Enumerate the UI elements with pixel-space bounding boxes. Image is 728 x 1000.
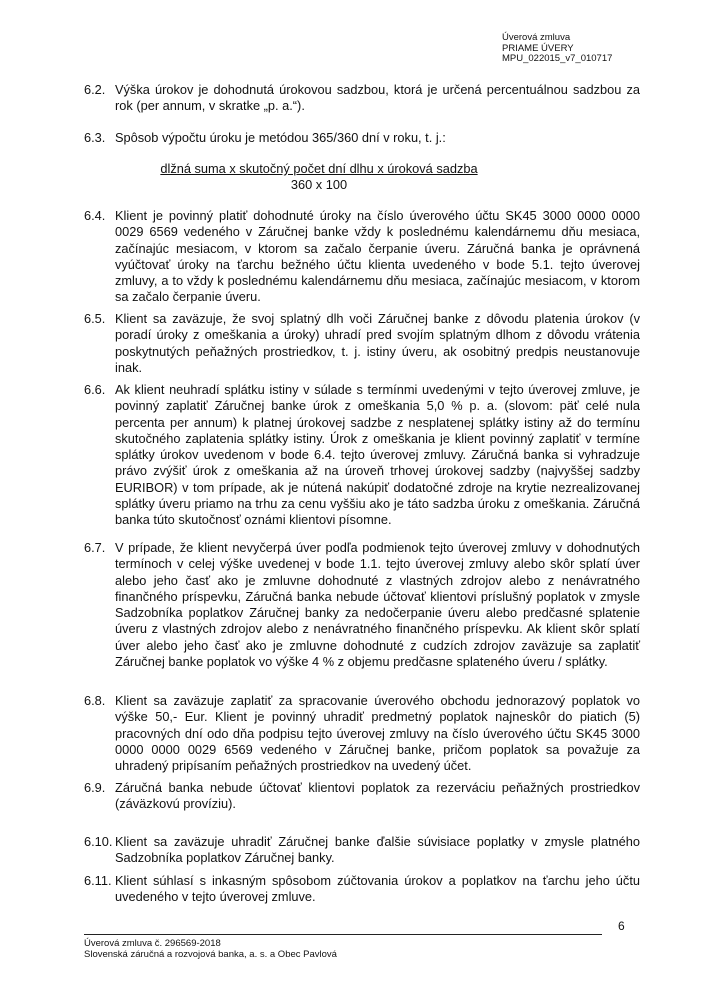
clause-text: Klient je povinný platiť dohodnuté úroky na číslo úverového účtu SK45 3000 0000 0000 0029 6569 vedeného v Záručnej banke vždy k poslednému kalendárnemu dňu mesiaca, začínajúc mesiacom, v ktorom sa začalo čerpanie úveru. Záručná banka je oprávnená vyúčtovať úroky na ťarchu bežného účtu klienta uvedeného v bode 5.1. tejto úverovej zmluvy, a to vždy k poslednému kalendárnemu dňu mesiaca, začínajúc mesiacom, v ktorom sa začalo čerpanie úveru.	[115, 208, 640, 305]
clause-number: 6.5.	[84, 311, 106, 326]
document-header	[502, 33, 612, 65]
page-number: 6	[618, 919, 625, 933]
clause-number: 6.10.	[84, 834, 113, 849]
clause-text: Klient sa zaväzuje zaplatiť za spracovanie úverového obchodu jednorazový poplatok vo výške 50,- Eur. Klient je povinný uhradiť predmetný poplatok najneskôr do piatich (5) pracovných dní odo dňa podpisu tejto úverovej zmluvy na číslo úverového účtu SK45 3000 0000 0000 0029 6569 vedeného v Záručnej banke, pričom poplatok sa považuje za uhradený pripísaním peňažných prostriedkov na uvedený účet.	[115, 693, 640, 774]
formula-numerator: dlžná suma x skutočný počet dní dlhu x úroková sadzba	[160, 161, 478, 176]
document-footer	[84, 938, 337, 960]
clause-6-8	[84, 693, 640, 774]
footer-parties: Slovenská záručná a rozvojová banka, a. s. a Obec Pavlová	[84, 949, 337, 960]
header-product: PRIAME ÚVERY	[502, 42, 574, 54]
clause-text: Výška úrokov je dohodnutá úrokovou sadzbou, ktorá je určená percentuálnou sadzbou za rok (per annum, v skratke „p. a.“).	[115, 82, 640, 114]
clause-text: Ak klient neuhradí splátku istiny v súlade s termínmi uvedenými v tejto úverovej zmluve, je povinný zaplatiť Záručnej banke úrok z omeškania 5,0 % p. a. (slovom: päť celé nula percenta per annum) k platnej úrokovej sadzbe z nesplatenej splátky istiny až do termínu skutočného zaplatenia splátky istiny. Úrok z omeškania je klient povinný zaplatiť v termíne splátky úrokov uvedenom v bode 6.4. tejto úverovej zmluvy. Záručná banka si vyhradzuje právo zvýšiť úrok z omeškania až na úroveň trhovej úrokovej sadzby (najvyššej sadzby EURIBOR) v tom prípade, ak je nútená nakúpiť dodatočné zdroje na krytie nezrealizovanej splátky úveru priamo na trhu za cenu vyššiu ako je táto sadzba úroku z omeškania. Záručná banka túto skutočnosť oznámi klientovi písomne.	[115, 382, 640, 528]
clause-6-6	[84, 382, 640, 529]
clause-text: Klient súhlasí s inkasným spôsobom zúčtovania úrokov a poplatkov na ťarchu jeho účtu uvedeného v tejto úverovej zmluve.	[115, 873, 640, 905]
clause-number: 6.2.	[84, 82, 106, 97]
clause-text: Spôsob výpočtu úroku je metódou 365/360 dní v roku, t. j.:	[115, 130, 446, 145]
formula-denominator: 360 x 100	[290, 177, 348, 193]
clause-6-10	[84, 834, 640, 867]
clause-6-3	[84, 130, 640, 146]
clause-text: Záručná banka nebude účtovať klientovi poplatok za rezerváciu peňažných prostriedkov (záväzkovú províziu).	[115, 780, 640, 812]
footer-divider	[84, 934, 602, 935]
clause-number: 6.4.	[84, 208, 106, 223]
interest-formula	[148, 161, 490, 194]
footer-contract-number: Úverová zmluva č. 296569-2018	[84, 938, 221, 949]
clause-6-2	[84, 82, 640, 115]
clause-number: 6.8.	[84, 693, 106, 708]
clause-number: 6.7.	[84, 540, 106, 555]
clause-6-11	[84, 873, 640, 906]
clause-6-5	[84, 311, 640, 376]
clause-text: Klient sa zaväzuje, že svoj splatný dlh voči Záručnej banke z dôvodu platenia úrokov (v poradí úroky z omeškania a úroky) uhradí pred svojím splatným dlhom z dôvodu vrátenia poskytnutých peňažných prostriedkov, t. j. istiny úveru, ak osobitný predpis neustanovuje inak.	[115, 311, 640, 375]
clause-text: Klient sa zaväzuje uhradiť Záručnej banke ďalšie súvisiace poplatky v zmysle platného Sadzobníka poplatkov Záručnej banky.	[115, 834, 640, 866]
clause-6-9	[84, 780, 640, 813]
clause-number: 6.11.	[84, 873, 112, 888]
clause-6-4	[84, 208, 640, 306]
clause-number: 6.9.	[84, 780, 106, 795]
clause-text: V prípade, že klient nevyčerpá úver podľa podmienok tejto úverovej zmluvy v dohodnutých termínoch v celej výške uvedenej v bode 1.1. tejto úverovej zmluvy alebo skôr splatí úver alebo jeho časť ako je zmluvne dohodnuté z vlastných zdrojov alebo z nenávratného finančného príspevku, Záručná banka nebude účtovať klientovi príslušný poplatok v zmysle Sadzobníka poplatkov Záručnej banky za nedočerpanie úveru alebo predčasné splatenie úveru z vlastných zdrojov alebo z nenávratného finančného príspevku. Ak klient skôr splatí úver alebo jeho časť ako je zmluvne dohodnuté z cudzích zdrojov zaväzuje sa zaplatiť Záručnej banke poplatok vo výške 4 % z objemu predčasne splateného úveru / splátky.	[115, 540, 640, 670]
clause-number: 6.6.	[84, 382, 106, 397]
header-title: Úverová zmluva	[502, 32, 571, 43]
clause-6-7	[84, 540, 640, 670]
header-form-code: MPU_022015_v7_010717	[502, 53, 613, 64]
clause-number: 6.3.	[84, 130, 106, 145]
